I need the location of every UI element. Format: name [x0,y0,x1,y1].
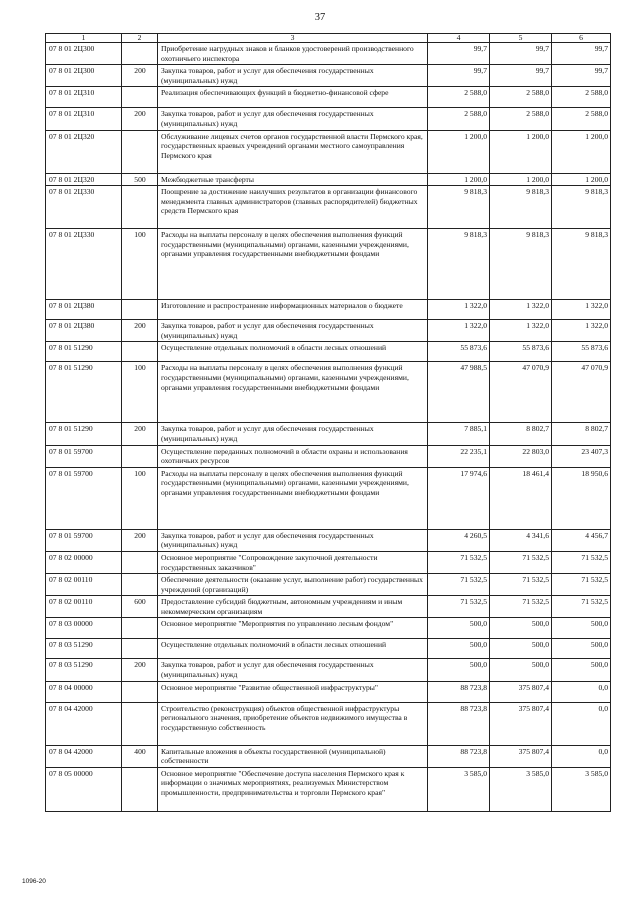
row-code: 07 8 02 00000 [46,551,122,573]
row-amount-col5: 9 818,3 [490,186,552,229]
row-code: 07 8 01 2Ц320 [46,130,122,173]
table-row [46,65,611,87]
row-amount-col4: 1 322,0 [428,300,490,320]
row-amount-col5: 8 802,7 [490,423,552,445]
row-amount-col4: 88 723,8 [428,681,490,702]
row-description: Обслуживание лицевых счетов органов государственной власти Пермского края, государственных краевых учреждений органами местного самоуправления Пермского края [158,130,428,173]
row-code: 07 8 01 2Ц380 [46,320,122,342]
row-amount-col5: 1 200,0 [490,173,552,186]
row-description: Расходы на выплаты персоналу в целях обеспечения выполнения функций государственными (муниципальными) органами, казенными учреждениями, органами управления государственными внебюджетными фондами [158,229,428,300]
row-description: Межбюджетные трансферты [158,173,428,186]
row-code: 07 8 01 2Ц330 [46,186,122,229]
row-amount-col5: 99,7 [490,43,552,65]
table-row [46,745,611,767]
row-amount-col4: 71 532,5 [428,551,490,573]
row-description: Закупка товаров, работ и услуг для обеспечения государственных (муниципальных) нужд [158,659,428,681]
row-amount-col5: 22 803,0 [490,445,552,467]
table-row [46,574,611,596]
row-amount-col5: 500,0 [490,618,552,639]
row-amount-col4: 500,0 [428,659,490,681]
row-description: Расходы на выплаты персоналу в целях обеспечения выполнения функций государственными (муниципальными) органами, казенными учреждениями, органами управления государственными внебюджетными фондами [158,467,428,529]
table-row [46,467,611,529]
row-amount-col6: 0,0 [552,745,611,767]
row-amount-col4: 88 723,8 [428,702,490,745]
row-amount-col6: 2 588,0 [552,108,611,130]
row-amount-col6: 1 322,0 [552,320,611,342]
row-amount-col6: 500,0 [552,618,611,639]
row-amount-col6: 500,0 [552,659,611,681]
row-expense-type [122,639,158,659]
row-amount-col4: 9 818,3 [428,186,490,229]
row-description: Реализация обеспечивающих функций в бюджетно-финансовой сфере [158,87,428,108]
row-amount-col5: 99,7 [490,65,552,87]
row-code: 07 8 01 2Ц380 [46,300,122,320]
row-expense-type: 100 [122,229,158,300]
row-amount-col6: 18 950,6 [552,467,611,529]
row-amount-col5: 375 807,4 [490,702,552,745]
row-description: Основное мероприятие "Обеспечение доступа населения Пермского края к информации о значимых мероприятиях, реализуемых Министерством промышленности, предпринимательства и торговли Пермского края" [158,767,428,811]
row-expense-type: 400 [122,745,158,767]
row-description: Осуществление отдельных полномочий в области лесных отношений [158,342,428,362]
row-code: 07 8 03 00000 [46,618,122,639]
table-row [46,618,611,639]
row-amount-col6: 2 588,0 [552,87,611,108]
row-expense-type [122,551,158,573]
row-description: Основное мероприятие "Развитие общественной инфраструктуры" [158,681,428,702]
row-description: Капитальные вложения в объекты государственной (муниципальной) собственности [158,745,428,767]
row-code: 07 8 04 42000 [46,745,122,767]
row-expense-type: 500 [122,173,158,186]
row-description: Предоставление субсидий бюджетным, автономным учреждениям и иным некоммерческим организациям [158,596,428,618]
header-col-3: 3 [158,34,428,43]
row-expense-type: 100 [122,467,158,529]
row-code: 07 8 01 59700 [46,445,122,467]
row-amount-col5: 2 588,0 [490,87,552,108]
table-row [46,681,611,702]
table-row [46,362,611,423]
table-row [46,108,611,130]
row-amount-col6: 1 322,0 [552,300,611,320]
row-expense-type [122,767,158,811]
header-col-1: 1 [46,34,122,43]
table-row [46,186,611,229]
row-amount-col5: 1 322,0 [490,300,552,320]
table-row [46,43,611,65]
row-description: Обеспечение деятельности (оказание услуг, выполнение работ) государственных учреждений (организаций) [158,574,428,596]
row-amount-col5: 2 588,0 [490,108,552,130]
table-row [46,639,611,659]
row-code: 07 8 01 2Ц300 [46,65,122,87]
table-row [46,320,611,342]
table-row [46,767,611,811]
row-description: Закупка товаров, работ и услуг для обеспечения государственных (муниципальных) нужд [158,423,428,445]
row-expense-type [122,87,158,108]
row-expense-type: 100 [122,362,158,423]
table-row [46,596,611,618]
row-amount-col5: 71 532,5 [490,574,552,596]
header-col-5: 5 [490,34,552,43]
row-amount-col4: 55 873,6 [428,342,490,362]
row-amount-col5: 47 070,9 [490,362,552,423]
row-amount-col4: 500,0 [428,618,490,639]
row-code: 07 8 03 51290 [46,639,122,659]
row-code: 07 8 02 00110 [46,574,122,596]
row-description: Приобретение нагрудных знаков и бланков удостоверений производственного охотничьего инспектора [158,43,428,65]
table-header-row [46,34,611,43]
row-amount-col6: 0,0 [552,681,611,702]
row-expense-type: 200 [122,65,158,87]
row-amount-col5: 4 341,6 [490,529,552,551]
row-code: 07 8 01 2Ц310 [46,87,122,108]
row-expense-type [122,130,158,173]
row-description: Основное мероприятие "Мероприятия по управлению лесным фондом" [158,618,428,639]
row-amount-col6: 3 585,0 [552,767,611,811]
row-amount-col6: 99,7 [552,65,611,87]
header-col-2: 2 [122,34,158,43]
row-expense-type: 600 [122,596,158,618]
row-amount-col4: 47 988,5 [428,362,490,423]
row-amount-col4: 7 885,1 [428,423,490,445]
row-amount-col6: 55 873,6 [552,342,611,362]
row-description: Расходы на выплаты персоналу в целях обеспечения выполнения функций государственными (муниципальными) органами, казенными учреждениями, органами управления государственными внебюджетными фондами [158,362,428,423]
row-description: Осуществление переданных полномочий в области охраны и использования охотничьих ресурсов [158,445,428,467]
row-amount-col4: 4 260,5 [428,529,490,551]
row-expense-type: 200 [122,529,158,551]
row-amount-col4: 3 585,0 [428,767,490,811]
row-code: 07 8 01 2Ц300 [46,43,122,65]
row-description: Основное мероприятие "Сопровождение закупочной деятельности государственных заказчиков" [158,551,428,573]
row-amount-col4: 1 200,0 [428,173,490,186]
page-number: 37 [314,12,326,23]
row-amount-col5: 3 585,0 [490,767,552,811]
row-amount-col5: 500,0 [490,639,552,659]
row-amount-col6: 9 818,3 [552,229,611,300]
row-code: 07 8 01 51290 [46,342,122,362]
table-row [46,300,611,320]
row-amount-col6: 71 532,5 [552,551,611,573]
row-amount-col4: 88 723,8 [428,745,490,767]
table-row [46,702,611,745]
row-code: 07 8 01 2Ц310 [46,108,122,130]
row-expense-type: 200 [122,423,158,445]
row-expense-type: 200 [122,320,158,342]
row-code: 07 8 02 00110 [46,596,122,618]
row-amount-col4: 2 588,0 [428,87,490,108]
row-code: 07 8 04 42000 [46,702,122,745]
table-row [46,229,611,300]
row-description: Изготовление и распространение информационных материалов о бюджете [158,300,428,320]
row-code: 07 8 01 59700 [46,467,122,529]
table-row [46,173,611,186]
row-amount-col6: 1 200,0 [552,173,611,186]
row-expense-type [122,574,158,596]
row-code: 07 8 01 59700 [46,529,122,551]
row-expense-type [122,445,158,467]
row-amount-col4: 71 532,5 [428,596,490,618]
row-code: 07 8 01 51290 [46,362,122,423]
row-description: Закупка товаров, работ и услуг для обеспечения государственных (муниципальных) нужд [158,65,428,87]
row-amount-col4: 1 322,0 [428,320,490,342]
budget-table [45,33,611,812]
row-code: 07 8 01 2Ц320 [46,173,122,186]
row-code: 07 8 03 51290 [46,659,122,681]
row-amount-col5: 71 532,5 [490,596,552,618]
row-description: Строительство (реконструкция) объектов общественной инфраструктуры регионального значения, приобретение объектов недвижимого имущества в государственную собственность [158,702,428,745]
row-amount-col6: 1 200,0 [552,130,611,173]
table-row [46,529,611,551]
row-amount-col6: 23 407,3 [552,445,611,467]
row-amount-col5: 71 532,5 [490,551,552,573]
row-expense-type [122,300,158,320]
row-description: Закупка товаров, работ и услуг для обеспечения государственных (муниципальных) нужд [158,108,428,130]
table-row [46,445,611,467]
row-amount-col4: 9 818,3 [428,229,490,300]
header-col-4: 4 [428,34,490,43]
row-amount-col4: 99,7 [428,43,490,65]
row-code: 07 8 01 51290 [46,423,122,445]
budget-table-body [46,34,611,812]
row-description: Закупка товаров, работ и услуг для обеспечения государственных (муниципальных) нужд [158,529,428,551]
row-expense-type [122,618,158,639]
row-amount-col6: 47 070,9 [552,362,611,423]
row-amount-col6: 4 456,7 [552,529,611,551]
row-description: Поощрение за достижение наилучших результатов в организации финансового менеджмента главных администраторов (главных распорядителей) бюджетных средств Пермского края [158,186,428,229]
row-amount-col6: 0,0 [552,702,611,745]
row-amount-col6: 71 532,5 [552,596,611,618]
row-amount-col4: 2 588,0 [428,108,490,130]
table-row [46,659,611,681]
row-amount-col6: 500,0 [552,639,611,659]
row-expense-type [122,43,158,65]
row-amount-col6: 99,7 [552,43,611,65]
row-amount-col4: 17 974,6 [428,467,490,529]
row-amount-col5: 375 807,4 [490,745,552,767]
row-expense-type: 200 [122,108,158,130]
row-amount-col6: 9 818,3 [552,186,611,229]
table-row [46,423,611,445]
row-amount-col6: 8 802,7 [552,423,611,445]
row-amount-col4: 99,7 [428,65,490,87]
row-amount-col4: 22 235,1 [428,445,490,467]
header-col-6: 6 [552,34,611,43]
row-amount-col5: 18 461,4 [490,467,552,529]
row-expense-type [122,681,158,702]
row-code: 07 8 01 2Ц330 [46,229,122,300]
row-description: Закупка товаров, работ и услуг для обеспечения государственных (муниципальных) нужд [158,320,428,342]
row-amount-col5: 375 807,4 [490,681,552,702]
row-amount-col6: 71 532,5 [552,574,611,596]
table-row [46,342,611,362]
row-expense-type [122,702,158,745]
row-code: 07 8 05 00000 [46,767,122,811]
table-row [46,551,611,573]
row-amount-col4: 1 200,0 [428,130,490,173]
row-amount-col5: 1 200,0 [490,130,552,173]
row-amount-col5: 9 818,3 [490,229,552,300]
row-expense-type: 200 [122,659,158,681]
row-amount-col5: 500,0 [490,659,552,681]
row-amount-col5: 55 873,6 [490,342,552,362]
row-amount-col5: 1 322,0 [490,320,552,342]
row-code: 07 8 04 00000 [46,681,122,702]
row-expense-type [122,186,158,229]
table-row [46,130,611,173]
footer-code: 1096-20 [22,878,46,885]
table-row [46,87,611,108]
row-amount-col4: 500,0 [428,639,490,659]
row-amount-col4: 71 532,5 [428,574,490,596]
row-expense-type [122,342,158,362]
row-description: Осуществление отдельных полномочий в области лесных отношений [158,639,428,659]
